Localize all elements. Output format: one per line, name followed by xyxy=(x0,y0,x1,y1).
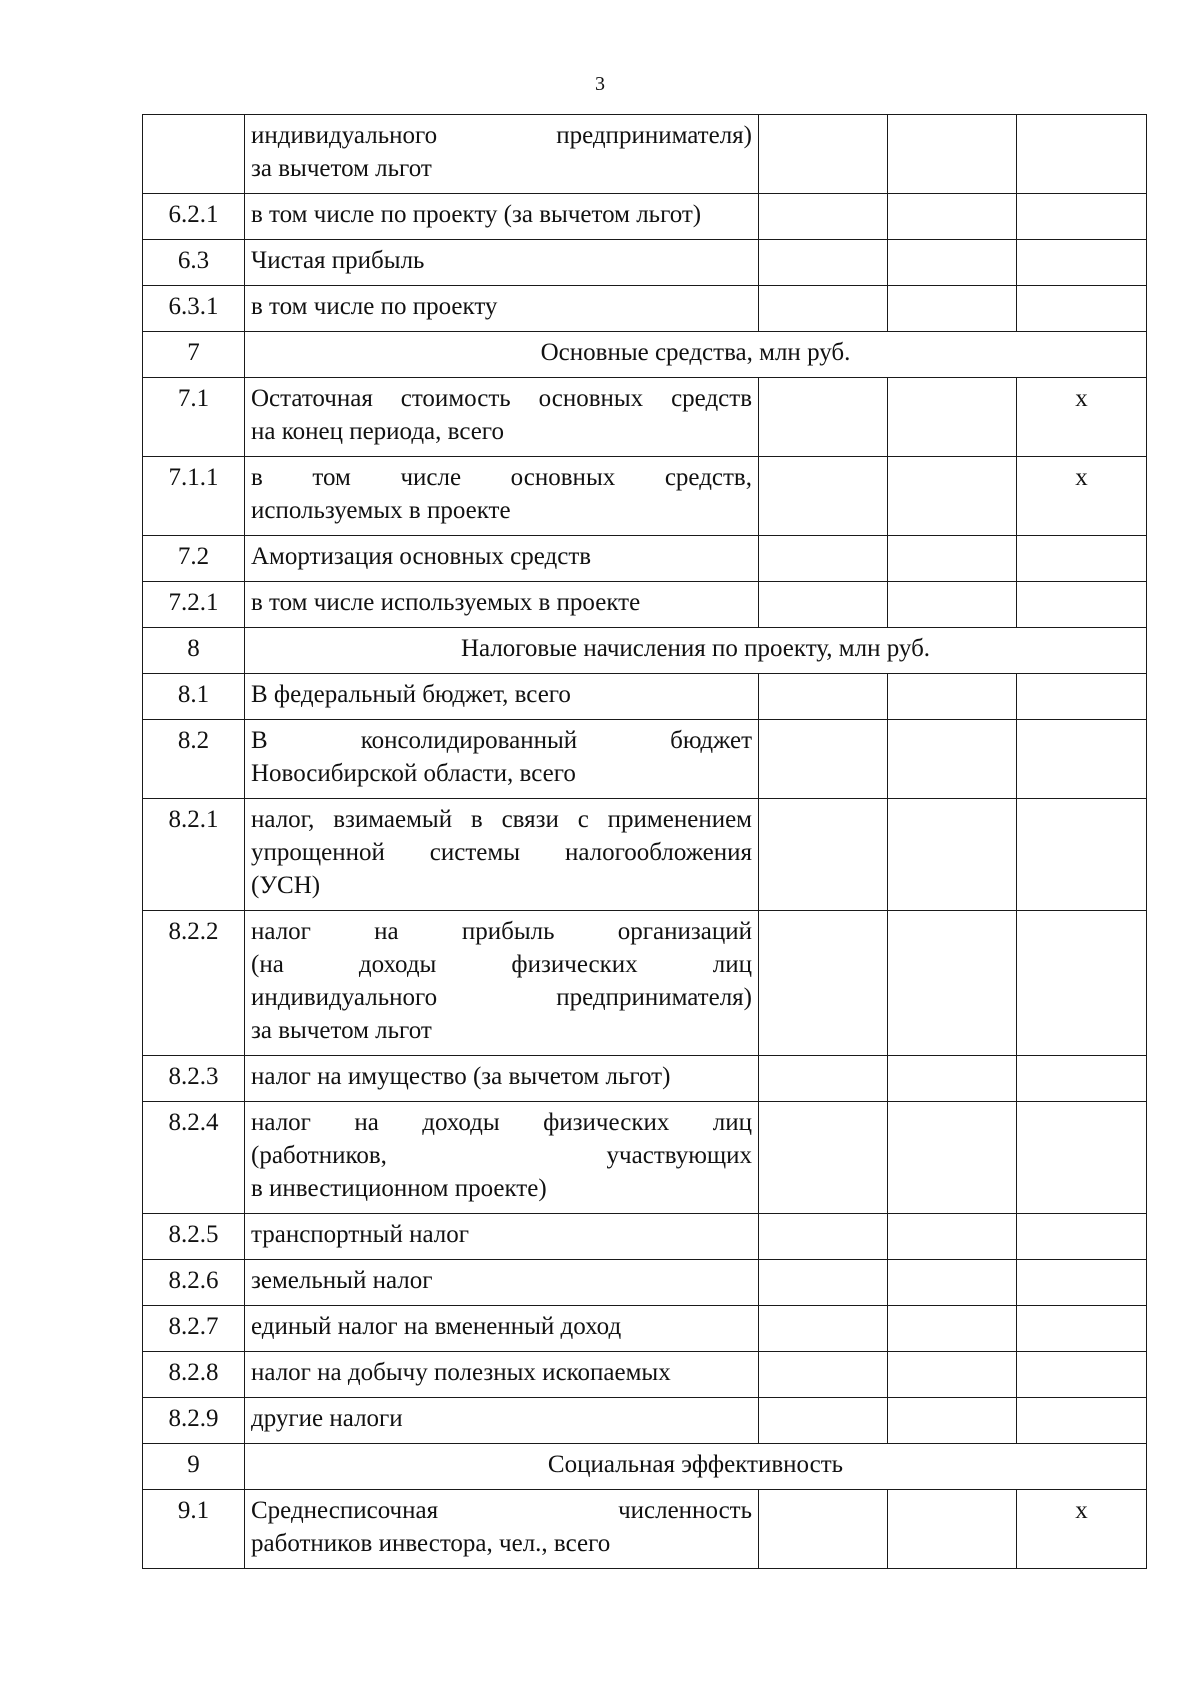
indicators-table xyxy=(142,114,1147,1569)
value-cell-1 xyxy=(759,799,888,911)
row-number: 8.2.5 xyxy=(143,1214,245,1260)
section-row xyxy=(143,628,1147,674)
section-title: Налоговые начисления по проекту, млн руб. xyxy=(245,628,1147,674)
indicator-name xyxy=(245,911,759,1056)
row-number: 7 xyxy=(143,332,245,378)
value-cell-1 xyxy=(759,1306,888,1352)
indicator-name xyxy=(245,582,759,628)
value-cell-3: x xyxy=(1017,457,1147,536)
indicator-name-line: на конец периода, всего xyxy=(251,418,504,445)
indicator-name xyxy=(245,194,759,240)
table-row xyxy=(143,1056,1147,1102)
indicator-name xyxy=(245,720,759,799)
value-cell-3 xyxy=(1017,799,1147,911)
table-row xyxy=(143,582,1147,628)
value-cell-3 xyxy=(1017,911,1147,1056)
value-cell-1 xyxy=(759,1398,888,1444)
value-cell-3 xyxy=(1017,194,1147,240)
indicator-name-line: налог на добычу полезных ископаемых xyxy=(251,1359,671,1386)
value-cell-1 xyxy=(759,286,888,332)
table-row xyxy=(143,378,1147,457)
indicator-name-line: (на доходы физических лиц xyxy=(251,951,752,978)
indicator-name-line: в том числе по проекту (за вычетом льгот) xyxy=(251,201,702,228)
table-row xyxy=(143,1214,1147,1260)
value-cell-2 xyxy=(888,286,1017,332)
value-cell-1 xyxy=(759,911,888,1056)
indicator-name-line: за вычетом льгот xyxy=(251,1017,432,1044)
row-number: 8.2.2 xyxy=(143,911,245,1056)
indicator-name xyxy=(245,286,759,332)
indicator-name-line: в инвестиционном проекте) xyxy=(251,1175,547,1202)
value-cell-2 xyxy=(888,1306,1017,1352)
value-cell-2 xyxy=(888,457,1017,536)
value-cell-2 xyxy=(888,115,1017,194)
table-row xyxy=(143,286,1147,332)
indicator-name-line: единый налог на вмененный доход xyxy=(251,1313,622,1340)
indicator-name-line: Среднесписочная численность xyxy=(251,1497,752,1524)
indicator-name-line: работников инвестора, чел., всего xyxy=(251,1530,611,1557)
table-row xyxy=(143,1306,1147,1352)
indicator-name xyxy=(245,115,759,194)
table-row xyxy=(143,240,1147,286)
value-cell-2 xyxy=(888,582,1017,628)
indicator-name-line: используемых в проекте xyxy=(251,497,511,524)
value-cell-2 xyxy=(888,194,1017,240)
indicator-name xyxy=(245,1306,759,1352)
indicator-name-line: в том числе используемых в проекте xyxy=(251,589,641,616)
indicator-name xyxy=(245,240,759,286)
row-number: 8.2.7 xyxy=(143,1306,245,1352)
table-row xyxy=(143,911,1147,1056)
value-cell-1 xyxy=(759,457,888,536)
value-cell-2 xyxy=(888,911,1017,1056)
row-number: 8.2.6 xyxy=(143,1260,245,1306)
value-cell-3 xyxy=(1017,1306,1147,1352)
section-title: Основные средства, млн руб. xyxy=(245,332,1147,378)
row-number: 8.2.3 xyxy=(143,1056,245,1102)
indicator-name-line: другие налоги xyxy=(251,1405,403,1432)
table-row xyxy=(143,674,1147,720)
section-row xyxy=(143,332,1147,378)
value-cell-2 xyxy=(888,536,1017,582)
value-cell-3 xyxy=(1017,286,1147,332)
indicator-name-line: Новосибирской области, всего xyxy=(251,760,576,787)
page-number: 3 xyxy=(595,73,605,95)
row-number: 8.2.9 xyxy=(143,1398,245,1444)
indicator-name-line: индивидуального предпринимателя) xyxy=(251,122,752,149)
value-cell-2 xyxy=(888,1260,1017,1306)
table-row xyxy=(143,720,1147,799)
value-cell-1 xyxy=(759,1102,888,1214)
value-cell-2 xyxy=(888,1102,1017,1214)
row-number: 9 xyxy=(143,1444,245,1490)
value-cell-1 xyxy=(759,1260,888,1306)
row-number: 8.2.1 xyxy=(143,799,245,911)
indicator-name-line: за вычетом льгот xyxy=(251,155,432,182)
value-cell-2 xyxy=(888,799,1017,911)
table-row xyxy=(143,115,1147,194)
value-cell-3: x xyxy=(1017,1490,1147,1569)
row-number: 6.3.1 xyxy=(143,286,245,332)
row-number: 7.1 xyxy=(143,378,245,457)
indicator-name xyxy=(245,1260,759,1306)
indicator-name xyxy=(245,1490,759,1569)
value-cell-2 xyxy=(888,1352,1017,1398)
indicator-name xyxy=(245,1352,759,1398)
table-row xyxy=(143,1398,1147,1444)
row-number: 7.2 xyxy=(143,536,245,582)
indicator-name-line: В консолидированный бюджет xyxy=(251,727,752,754)
row-number: 8.2.8 xyxy=(143,1352,245,1398)
row-number: 7.1.1 xyxy=(143,457,245,536)
indicator-name xyxy=(245,1056,759,1102)
value-cell-3 xyxy=(1017,1214,1147,1260)
table-row xyxy=(143,1352,1147,1398)
indicator-name-line: транспортный налог xyxy=(251,1221,470,1248)
value-cell-2 xyxy=(888,1490,1017,1569)
indicator-name-line: упрощенной системы налогообложения xyxy=(251,839,752,866)
value-cell-3 xyxy=(1017,1260,1147,1306)
section-row xyxy=(143,1444,1147,1490)
table-row xyxy=(143,194,1147,240)
table-body xyxy=(143,115,1147,1569)
value-cell-1 xyxy=(759,720,888,799)
value-cell-2 xyxy=(888,1398,1017,1444)
row-number: 8.2.4 xyxy=(143,1102,245,1214)
indicator-name-line: Чистая прибыль xyxy=(251,247,425,274)
value-cell-3 xyxy=(1017,1398,1147,1444)
indicator-name xyxy=(245,674,759,720)
row-number: 9.1 xyxy=(143,1490,245,1569)
value-cell-1 xyxy=(759,674,888,720)
value-cell-3 xyxy=(1017,1056,1147,1102)
indicator-name-line: Остаточная стоимость основных средств xyxy=(251,385,752,412)
value-cell-1 xyxy=(759,1352,888,1398)
table-row xyxy=(143,799,1147,911)
indicator-name-line: в том числе основных средств, xyxy=(251,464,752,491)
table-row xyxy=(143,457,1147,536)
row-number: 6.2.1 xyxy=(143,194,245,240)
indicator-name xyxy=(245,1214,759,1260)
row-number xyxy=(143,115,245,194)
indicator-name-line: земельный налог xyxy=(251,1267,433,1294)
value-cell-1 xyxy=(759,1214,888,1260)
value-cell-3 xyxy=(1017,1102,1147,1214)
row-number: 6.3 xyxy=(143,240,245,286)
indicator-name-line: налог на прибыль организаций xyxy=(251,918,752,945)
indicator-name-line: (работников, участвующих xyxy=(251,1142,752,1169)
value-cell-1 xyxy=(759,115,888,194)
indicator-name-line: налог на имущество (за вычетом льгот) xyxy=(251,1063,671,1090)
value-cell-1 xyxy=(759,240,888,286)
indicator-name-line: в том числе по проекту xyxy=(251,293,498,320)
indicator-name xyxy=(245,1102,759,1214)
value-cell-3: x xyxy=(1017,378,1147,457)
row-number: 8 xyxy=(143,628,245,674)
indicator-name-line: Амортизация основных средств xyxy=(251,543,592,570)
indicator-name xyxy=(245,1398,759,1444)
value-cell-3 xyxy=(1017,720,1147,799)
row-number: 8.1 xyxy=(143,674,245,720)
value-cell-1 xyxy=(759,1056,888,1102)
value-cell-2 xyxy=(888,1056,1017,1102)
indicator-name xyxy=(245,378,759,457)
value-cell-2 xyxy=(888,1214,1017,1260)
indicator-name xyxy=(245,799,759,911)
value-cell-3 xyxy=(1017,115,1147,194)
value-cell-1 xyxy=(759,536,888,582)
table-row xyxy=(143,536,1147,582)
indicator-name-line: налог на доходы физических лиц xyxy=(251,1109,752,1136)
indicator-name-line: индивидуального предпринимателя) xyxy=(251,984,752,1011)
value-cell-3 xyxy=(1017,240,1147,286)
indicator-name xyxy=(245,457,759,536)
indicator-name-line: налог, взимаемый в связи с применением xyxy=(251,806,752,833)
value-cell-1 xyxy=(759,582,888,628)
table-row xyxy=(143,1102,1147,1214)
section-title: Социальная эффективность xyxy=(245,1444,1147,1490)
value-cell-1 xyxy=(759,378,888,457)
value-cell-2 xyxy=(888,674,1017,720)
value-cell-2 xyxy=(888,378,1017,457)
row-number: 7.2.1 xyxy=(143,582,245,628)
value-cell-3 xyxy=(1017,674,1147,720)
value-cell-1 xyxy=(759,194,888,240)
value-cell-3 xyxy=(1017,582,1147,628)
value-cell-2 xyxy=(888,720,1017,799)
indicator-name-line: В федеральный бюджет, всего xyxy=(251,681,571,708)
table-row xyxy=(143,1490,1147,1569)
value-cell-3 xyxy=(1017,1352,1147,1398)
indicator-name xyxy=(245,536,759,582)
value-cell-1 xyxy=(759,1490,888,1569)
value-cell-3 xyxy=(1017,536,1147,582)
value-cell-2 xyxy=(888,240,1017,286)
row-number: 8.2 xyxy=(143,720,245,799)
indicator-name-line: (УСН) xyxy=(251,872,321,899)
table-row xyxy=(143,1260,1147,1306)
